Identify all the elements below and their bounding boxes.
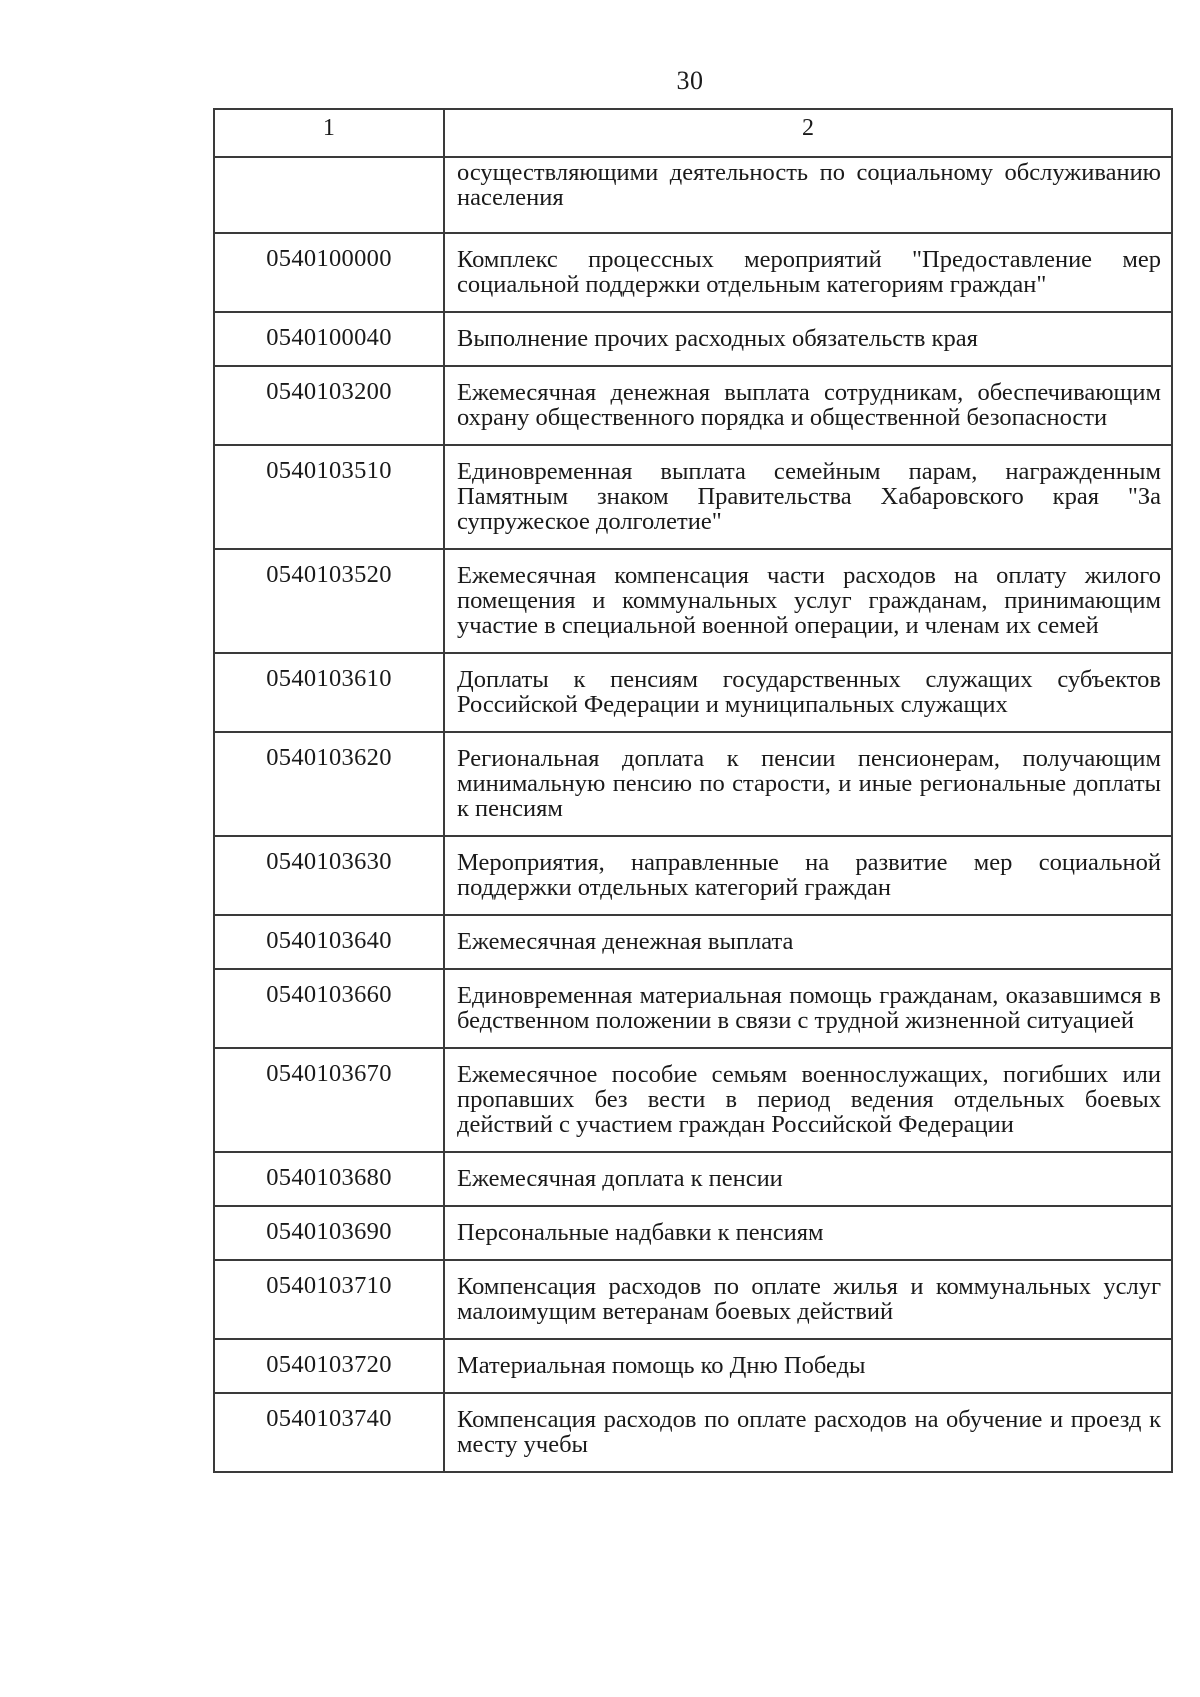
code-cell: 0540103630	[214, 836, 444, 915]
name-cell: Региональная доплата к пенсии пенсионерам, получающим минимальную пенсию по старости, и иные региональные доплаты к пенсиям	[444, 732, 1172, 836]
name-cell: Комплекс процессных мероприятий "Предоставление мер социальной поддержки отдельным категориям граждан"	[444, 233, 1172, 312]
code-cell: 0540103620	[214, 732, 444, 836]
name-cell: Выполнение прочих расходных обязательств края	[444, 312, 1172, 366]
code-cell: 0540103520	[214, 549, 444, 653]
code-cell: 0540103510	[214, 445, 444, 549]
table-row	[214, 969, 1172, 1048]
name-cell: Материальная помощь ко Дню Победы	[444, 1339, 1172, 1393]
code-cell-empty	[214, 157, 444, 233]
code-cell: 0540103710	[214, 1260, 444, 1339]
table-row-continuation	[214, 157, 1172, 233]
table-row	[214, 1048, 1172, 1152]
table-row	[214, 1260, 1172, 1339]
code-cell: 0540103640	[214, 915, 444, 969]
code-cell: 0540103670	[214, 1048, 444, 1152]
table-row	[214, 312, 1172, 366]
code-cell: 0540103660	[214, 969, 444, 1048]
name-cell: Мероприятия, направленные на развитие мер социальной поддержки отдельных категорий граждан	[444, 836, 1172, 915]
name-cell: Компенсация расходов по оплате жилья и коммунальных услуг малоимущим ветеранам боевых действий	[444, 1260, 1172, 1339]
code-cell: 0540103720	[214, 1339, 444, 1393]
name-cell: Ежемесячная денежная выплата сотрудникам, обеспечивающим охрану общественного порядка и общественной безопасности	[444, 366, 1172, 445]
table-row	[214, 1206, 1172, 1260]
continuation-text: осуществляющими деятельность по социальному обслуживанию населения	[444, 157, 1172, 233]
code-cell: 0540103200	[214, 366, 444, 445]
table-row	[214, 653, 1172, 732]
table-row	[214, 836, 1172, 915]
code-cell: 0540103690	[214, 1206, 444, 1260]
code-cell: 0540103610	[214, 653, 444, 732]
page-number: 30	[676, 66, 704, 95]
table-row	[214, 732, 1172, 836]
table-row	[214, 1339, 1172, 1393]
name-cell: Персональные надбавки к пенсиям	[444, 1206, 1172, 1260]
name-cell: Единовременная выплата семейным парам, награжденным Памятным знаком Правительства Хабаровского края "За супружеское долголетие"	[444, 445, 1172, 549]
code-cell: 0540103680	[214, 1152, 444, 1206]
name-cell: Ежемесячная доплата к пенсии	[444, 1152, 1172, 1206]
column-header-1: 1	[214, 109, 444, 157]
budget-classification-table	[213, 108, 1173, 1473]
name-cell: Ежемесячная компенсация части расходов на оплату жилого помещения и коммунальных услуг гражданам, принимающим участие в специальной военной операции, и членам их семей	[444, 549, 1172, 653]
table-row	[214, 1152, 1172, 1206]
code-cell: 0540103740	[214, 1393, 444, 1472]
table-row	[214, 445, 1172, 549]
table-row	[214, 549, 1172, 653]
code-cell: 0540100000	[214, 233, 444, 312]
table-row	[214, 366, 1172, 445]
table-row	[214, 915, 1172, 969]
name-cell: Ежемесячная денежная выплата	[444, 915, 1172, 969]
table-row	[214, 1393, 1172, 1472]
name-cell: Ежемесячное пособие семьям военнослужащих, погибших или пропавших без вести в период ведения отдельных боевых действий с участием граждан Российской Федерации	[444, 1048, 1172, 1152]
name-cell: Компенсация расходов по оплате расходов на обучение и проезд к месту учебы	[444, 1393, 1172, 1472]
table-header-row	[214, 109, 1172, 157]
table-row	[214, 233, 1172, 312]
name-cell: Доплаты к пенсиям государственных служащих субъектов Российской Федерации и муниципальных служащих	[444, 653, 1172, 732]
column-header-2: 2	[444, 109, 1172, 157]
code-cell: 0540100040	[214, 312, 444, 366]
name-cell: Единовременная материальная помощь гражданам, оказавшимся в бедственном положении в связи с трудной жизненной ситуацией	[444, 969, 1172, 1048]
